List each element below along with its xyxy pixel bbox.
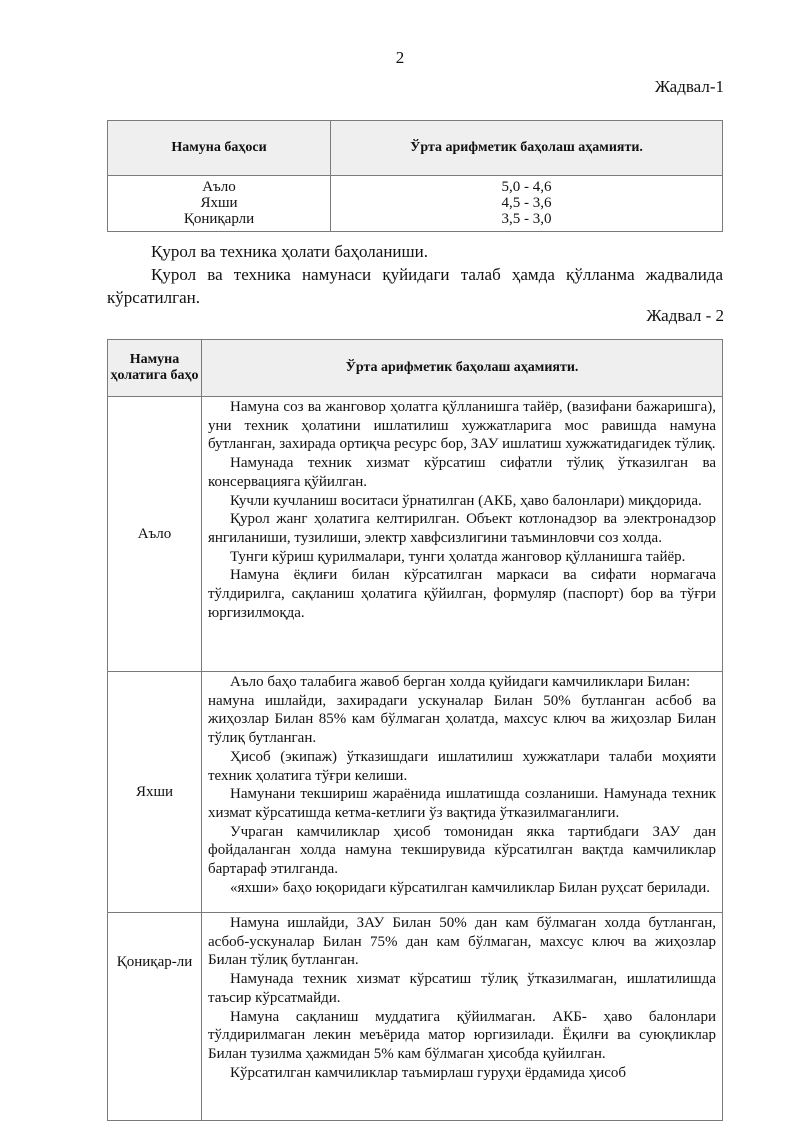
- description-cell: [202, 672, 723, 913]
- description-paragraph: Кучли кучланиш воситаси ўрнатилган (АКБ, ҳаво балонлари) миқдорида.: [230, 492, 702, 509]
- description-paragraph: Ҳисоб (экипаж) ўтказишдаги ишлатилиш хужжатлари талаби моҳияти техник ҳолатига тўғри келиши.: [208, 748, 716, 784]
- header-arithmetic-value: Ўрта арифметик баҳолаш аҳамияти.: [202, 340, 723, 397]
- description-paragraph: Намуна соз ва жанговор ҳолатга қўлланишга тайёр, (вазифани бажаришга), уни техник ҳолатини ишлатилиш хужжатларига мос равишда намуна бутланган, захирада ортиқча ресурс бор, ЗАУ ишлатиш хужжатидагидек тўлиқ.: [208, 399, 716, 453]
- grade-cell: Яхши: [108, 672, 202, 913]
- grade-label: Қониқарли: [183, 211, 255, 227]
- header-condition-grade: Намуна ҳолатига баҳо: [108, 340, 202, 397]
- table-header-row: [108, 121, 723, 176]
- description-paragraph: Намунани текшириш жараёнида ишлатишда созланиши. Намунада техник хизмат кўрсатишда кетма-кетлиги ўз вақтида ўтказилмаганлиги.: [208, 786, 716, 821]
- grade-label: Яхши: [200, 195, 238, 211]
- table-row: [108, 913, 723, 1121]
- description-cell: [202, 913, 723, 1121]
- description-paragraph: намуна ишлайди, захирадаги ускуналар Билан 50% бутланган асбоб ва жиҳозлар Билан 85% кам бўлмаган ҳолатда, махсус ключ ва жиҳозлар Билан тўлиқ бутланган.: [208, 692, 716, 747]
- grade-value: 4,5 - 3,6: [501, 195, 552, 211]
- description-paragraph: Қурол жанг ҳолатига келтирилган. Объект котлонадзор ва электронадзор янгиланиши, тузилиши, электр хавфсизлигини таъминловчи соз холда.: [208, 511, 716, 546]
- description-paragraph: Намуна сақланиш муддатига қўйилмаган. АКБ- ҳаво балонлари тўлдирилмаган лекин меъёрида матор юргизилади. Ёқилғи ва суюқликлар Билан тузилма ҳажмидан 5% кам бўлмаган ҳисобда қуйилган.: [208, 1008, 716, 1062]
- grade-list-cell: [108, 176, 331, 232]
- table-row: [108, 176, 723, 232]
- description-paragraph: Кўрсатилган камчиликлар таъмирлаш гуруҳи ёрдамида ҳисоб: [230, 1064, 627, 1081]
- grade-value: 3,5 - 3,0: [501, 211, 552, 227]
- description-paragraph: Тунги кўриш қурилмалари, тунги ҳолатда жанговор қўлланишга тайёр.: [230, 548, 686, 565]
- header-arithmetic-value: Ўрта арифметик баҳолаш аҳамияти.: [331, 121, 723, 176]
- table-header-row: [108, 340, 723, 397]
- table-row: [108, 672, 723, 913]
- description-paragraph: Аъло баҳо талабига жавоб берган холда қуйидаги камчиликлари Билан:: [230, 674, 691, 690]
- description-paragraph: Намунада техник хизмат кўрсатиш сифатли тўлиқ ўтказилган ва консервацияга қўйилган.: [208, 455, 716, 490]
- description-paragraph: Учраган камчиликлар ҳисоб томонидан якка тартибдаги ЗАУ дан фойдаланган холда намуна текширувида кўрсатилган вақтда камчиликлар бартараф этилганда.: [208, 823, 716, 878]
- grade-value: 5,0 - 4,6: [501, 179, 552, 195]
- table-1-caption: Жадвал-1: [654, 77, 724, 96]
- table-row: [108, 397, 723, 672]
- description-paragraph: «яхши» баҳо юқоридаги кўрсатилган камчиликлар Билан руҳсат берилади.: [230, 879, 710, 896]
- description-cell: [202, 397, 723, 672]
- description-paragraph: Намуна ишлайди, ЗАУ Билан 50% дан кам бўлмаган холда бутланган, асбоб-ускуналар Билан 75% дан кам бўлмаган, махсус ключ ва жиҳозлар Билан тўлиқ бутланган.: [208, 915, 716, 969]
- description-paragraph: Намунада техник хизмат кўрсатиш тўлиқ ўтказилмаган, ишлатилишда таъсир кўрсатмайди.: [208, 971, 716, 1006]
- header-sample-grade: Намуна баҳоси: [108, 121, 331, 176]
- condition-assessment-table: [107, 339, 723, 1121]
- value-list-cell: [331, 176, 723, 232]
- body-paragraph: Қурол ва техника ҳолати баҳоланиши.: [151, 242, 428, 261]
- body-paragraph: Қурол ва техника намунаси қуйидаги талаб ҳамда қўлланма жадвалида кўрсатилган.: [107, 265, 723, 307]
- grade-cell: Қониқар-ли: [108, 913, 202, 1121]
- description-paragraph: Намуна ёқлиғи билан кўрсатилган маркаси ва сифати нормагача тўлдирилга, сақланиш ҳолатига қўйилган, формуляр (паспорт) бор ва тўғри юргизилмоқда.: [208, 567, 716, 621]
- grade-label: Аъло: [202, 179, 236, 195]
- grade-cell: Аъло: [108, 397, 202, 672]
- grade-scale-table: [107, 120, 723, 232]
- page-number: 2: [395, 48, 405, 67]
- table-2-caption: Жадвал - 2: [646, 306, 724, 325]
